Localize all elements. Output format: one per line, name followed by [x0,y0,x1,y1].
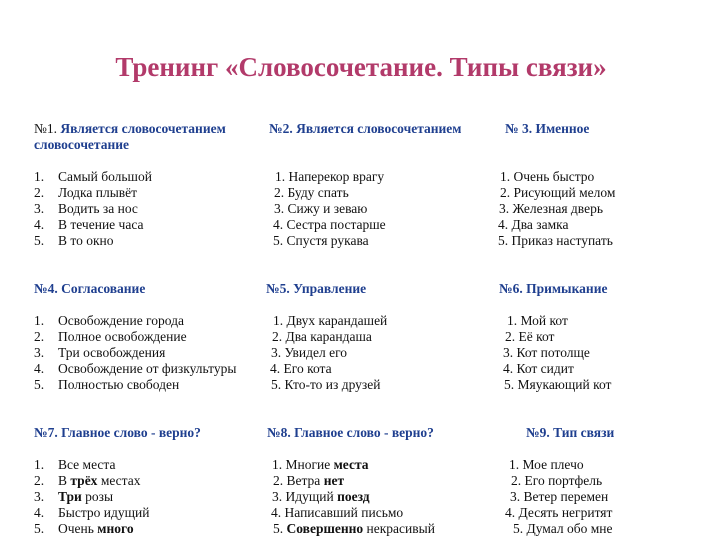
task-7-item: 4. Быстро идущий [34,505,150,520]
task-8-item: 2. Ветра нет [273,473,345,488]
task-4-item: 3. Три освобождения [34,345,166,360]
task-5-item: 3. Увидел его [271,345,348,360]
task-1-header-continued: словосочетание [34,137,130,152]
task-1-item: 1. Самый большой [34,169,152,184]
task-3-item: 2. Рисующий мелом [500,185,616,200]
task-6-item: 5. Мяукающий кот [504,377,612,392]
task-6-item: 1. Мой кот [507,313,568,328]
task-8-item: 1. Многие места [272,457,369,472]
task-4-item: 2. Полное освобождение [34,329,187,344]
task-4-header: №4. Согласование [34,281,146,296]
task-2-item: 4. Сестра постарше [273,217,386,232]
task-6-header: №6. Примыкание [499,281,608,296]
task-8-item: 5. Совершенно некрасивый [273,521,435,536]
task-1-item: 3. Водить за нос [34,201,138,216]
task-9-item: 4. Десять негритят [505,505,613,520]
task-2-item: 1. Наперекор врагу [275,169,385,184]
task-5-item: 1. Двух карандашей [273,313,388,328]
task-4-item: 4. Освобождение от физкультуры [34,361,237,376]
task-7-item: 5. Очень много [34,521,134,536]
task-5-item: 5. Кто-то из друзей [271,377,381,392]
task-3-item: 3. Железная дверь [499,201,603,216]
task-3-item: 4. Два замка [498,217,569,232]
task-1-item: 5. В то окно [34,233,114,248]
task-7-header: №7. Главное слово - верно? [34,425,201,440]
task-7-item: 1. Все места [34,457,116,472]
task-5-header: №5. Управление [266,281,367,296]
task-9-item: 3. Ветер перемен [510,489,609,504]
task-9-item: 1. Мое плечо [509,457,584,472]
task-2-item: 5. Спустя рукава [273,233,369,248]
task-6-item: 2. Её кот [505,329,555,344]
task-7-item: 2. В трёх местах [34,473,141,488]
task-5-item: 2. Два карандаша [272,329,372,344]
task-3-item: 1. Очень быстро [500,169,595,184]
task-3-item: 5. Приказ наступать [498,233,613,248]
task-1-item: 2. Лодка плывёт [34,185,138,200]
task-9-item: 5. Думал обо мне [513,521,613,536]
task-6-item: 4. Кот сидит [503,361,574,376]
task-7-item: 3. Три розы [34,489,114,504]
task-2-header: №2. Является словосочетанием [269,121,462,136]
task-8-item: 3. Идущий поезд [272,489,370,504]
task-3-header: № 3. Именное [505,121,590,136]
task-2-item: 2. Буду спать [274,185,349,200]
task-2-item: 3. Сижу и зеваю [274,201,368,216]
task-1-header: №1. Является словосочетанием [34,121,226,136]
task-6-item: 3. Кот потолще [503,345,590,360]
task-5-item: 4. Его кота [270,361,332,376]
task-4-item: 5. Полностью свободен [34,377,180,392]
task-4-item: 1. Освобождение города [34,313,184,328]
task-8-header: №8. Главное слово - верно? [267,425,434,440]
page-title: Тренинг «Словосочетание. Типы связи» [115,52,607,82]
task-1-item: 4. В течение часа [34,217,144,232]
task-8-item: 4. Написавший письмо [271,505,404,520]
task-9-item: 2. Его портфель [511,473,603,488]
task-9-header: №9. Тип связи [526,425,615,440]
